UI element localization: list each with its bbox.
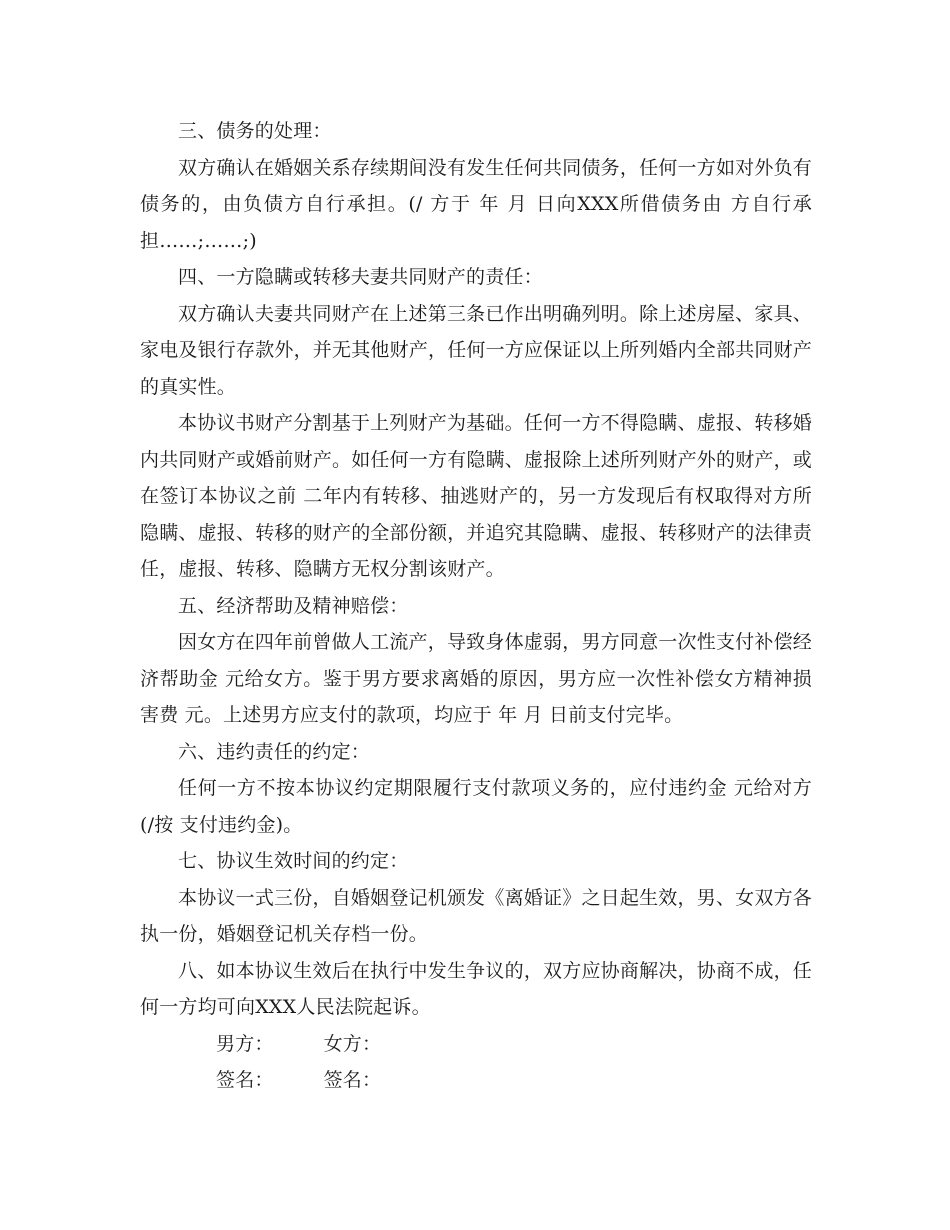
section-3-body: 双方确认在婚姻关系存续期间没有发生任何共同债务，任何一方如对外负有债务的，由负债方自行承担。(/ 方于 年 月 日向XXX所借债务由 方自行承担……;……;)	[140, 156, 812, 252]
section-5-body: 因女方在四年前曾做人工流产，导致身体虚弱，男方同意一次性支付补偿经济帮助金 元给女方。鉴于男方要求离婚的原因，男方应一次性补偿女方精神损害费 元。上述男方应支付的款项，均应于 年 月 日前支付完毕。	[140, 631, 812, 726]
section-3-heading: 三、债务的处理：	[178, 120, 332, 142]
section-4-body-2: 本协议书财产分割基于上列财产为基础。任何一方不得隐瞒、虚报、转移婚内共同财产或婚前财产。如任何一方有隐瞒、虚报除上述所列财产外的财产，或在签订本协议之前 二年内有转移、抽逃财产的，另一方发现后有权取得对方所隐瞒、虚报、转移的财产的全部份额，并追究其隐瞒、虚报、转移财产的法律责任，虚报、转移、隐瞒方无权分割该财产。	[140, 412, 813, 580]
section-7-heading: 七、协议生效时间的约定：	[178, 850, 409, 872]
section-4-heading: 四、一方隐瞒或转移夫妻共同财产的责任：	[178, 266, 543, 288]
male-party-label: 男方：	[216, 1032, 274, 1055]
section-6-body: 任何一方不按本协议约定期限履行支付款项义务的，应付违约金 元给对方(/按 支付违约金)。	[140, 777, 812, 836]
section-6-heading: 六、违约责任的约定：	[178, 740, 371, 763]
signature-line	[140, 1062, 812, 1099]
document-body	[140, 113, 812, 1099]
section-5-heading: 五、经济帮助及精神赔偿：	[178, 594, 409, 617]
male-signature-label: 签名：	[216, 1069, 274, 1091]
section-4-body-1: 双方确认夫妻共同财产在上述第三条已作出明确列明。除上述房屋、家具、家电及银行存款外，并无其他财产，任何一方应保证以上所列婚内全部共同财产的真实性。	[140, 302, 813, 398]
section-7-body: 本协议一式三份，自婚姻登记机颁发《离婚证》之日起生效，男、女双方各执一份，婚姻登记机关存档一份。	[140, 886, 812, 945]
female-party-label: 女方：	[323, 1032, 382, 1055]
section-8-body: 八、如本协议生效后在执行中发生争议的，双方应协商解决，协商不成，任何一方均可向XXX人民法院起诉。	[140, 959, 812, 1018]
female-signature-label: 签名：	[323, 1069, 382, 1091]
party-line	[140, 1026, 812, 1063]
